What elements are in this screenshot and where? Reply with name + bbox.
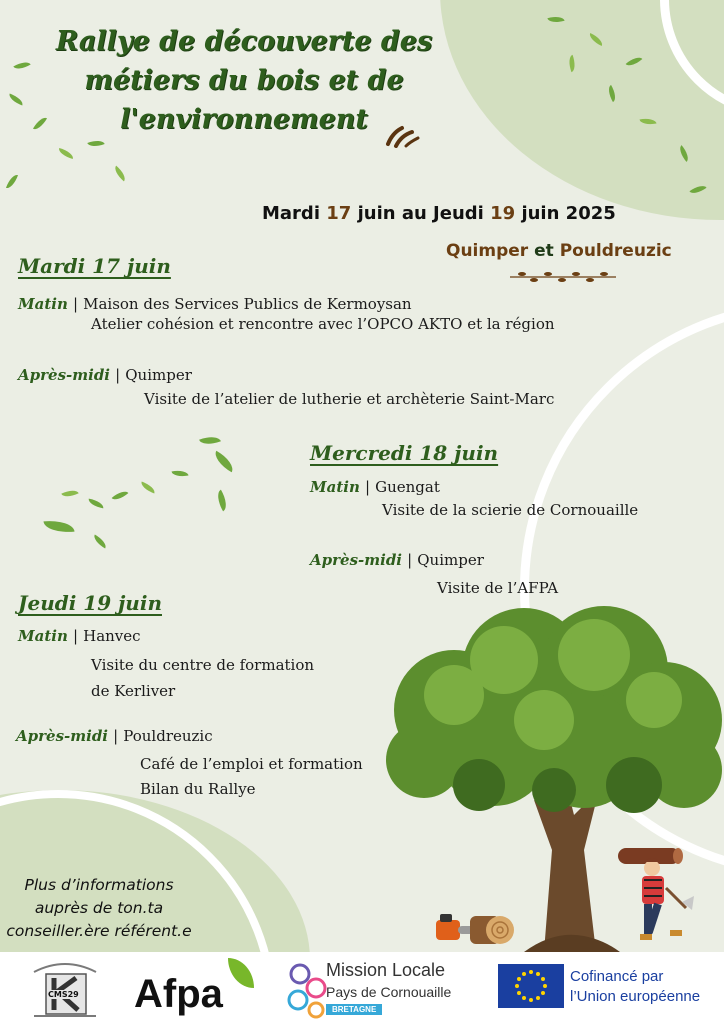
eu-line-2: l’Union européenne bbox=[570, 988, 701, 1005]
event-places: Quimper et Pouldreuzic bbox=[446, 241, 672, 261]
cms29-label: CMS29 bbox=[48, 990, 79, 999]
slot-line: Après-midi | Pouldreuzic bbox=[16, 727, 213, 745]
slot-detail: de Kerliver bbox=[91, 682, 176, 700]
slot-detail: Visite de l’atelier de lutherie et archèterie Saint-Marc bbox=[144, 390, 555, 408]
page-title: Rallye de découverte des métiers du bois et de l'environnement bbox=[55, 26, 433, 135]
slot-detail: Bilan du Rallye bbox=[140, 780, 256, 798]
day-heading: Mercredi 18 juin bbox=[310, 441, 499, 465]
contact-info: Plus d’informations auprès de ton.ta conseiller.ère référent.e bbox=[6, 876, 192, 940]
eu-logo bbox=[498, 964, 718, 1012]
day-heading: Mardi 17 juin bbox=[18, 254, 171, 278]
day-heading: Jeudi 19 juin bbox=[18, 591, 162, 615]
brush-stroke-icon bbox=[384, 122, 420, 148]
afpa-label: Afpa bbox=[134, 972, 223, 1016]
slot-detail: Atelier cohésion et rencontre avec l’OPCO AKTO et la région bbox=[91, 315, 555, 333]
cms29-logo bbox=[30, 956, 100, 1020]
event-dates: Mardi 17 juin au Jeudi 19 juin 2025 bbox=[262, 203, 616, 224]
eu-line-1: Cofinancé par bbox=[570, 968, 664, 985]
lumberjack-icon bbox=[614, 838, 704, 950]
mission-locale-logo bbox=[286, 954, 452, 1022]
slot-detail: Café de l’emploi et formation bbox=[140, 755, 363, 773]
mission-locale-subtitle: Pays de Cornouaille bbox=[326, 984, 452, 1000]
slot-line: Matin | Maison des Services Publics de Kermoysan bbox=[18, 295, 412, 313]
partner-logos-bar bbox=[0, 952, 724, 1024]
slot-line: Après-midi | Quimper bbox=[18, 366, 192, 384]
slot-line: Matin | Hanvec bbox=[18, 627, 141, 645]
slot-detail: Visite de la scierie de Cornouaille bbox=[382, 501, 639, 519]
mission-locale-title: Mission Locale bbox=[326, 960, 446, 980]
vine-divider-icon bbox=[508, 268, 618, 280]
afpa-leaf-icon bbox=[228, 958, 254, 988]
slot-detail: Visite de l’AFPA bbox=[437, 579, 559, 597]
log-icon bbox=[466, 910, 516, 950]
slot-line: Matin | Guengat bbox=[310, 478, 440, 496]
slot-detail: Visite du centre de formation bbox=[91, 656, 315, 674]
mission-locale-region: BRETAGNE bbox=[326, 1004, 382, 1015]
slot-line: Après-midi | Quimper bbox=[310, 551, 484, 569]
afpa-logo bbox=[134, 956, 258, 1020]
eu-flag-icon bbox=[498, 964, 564, 1008]
